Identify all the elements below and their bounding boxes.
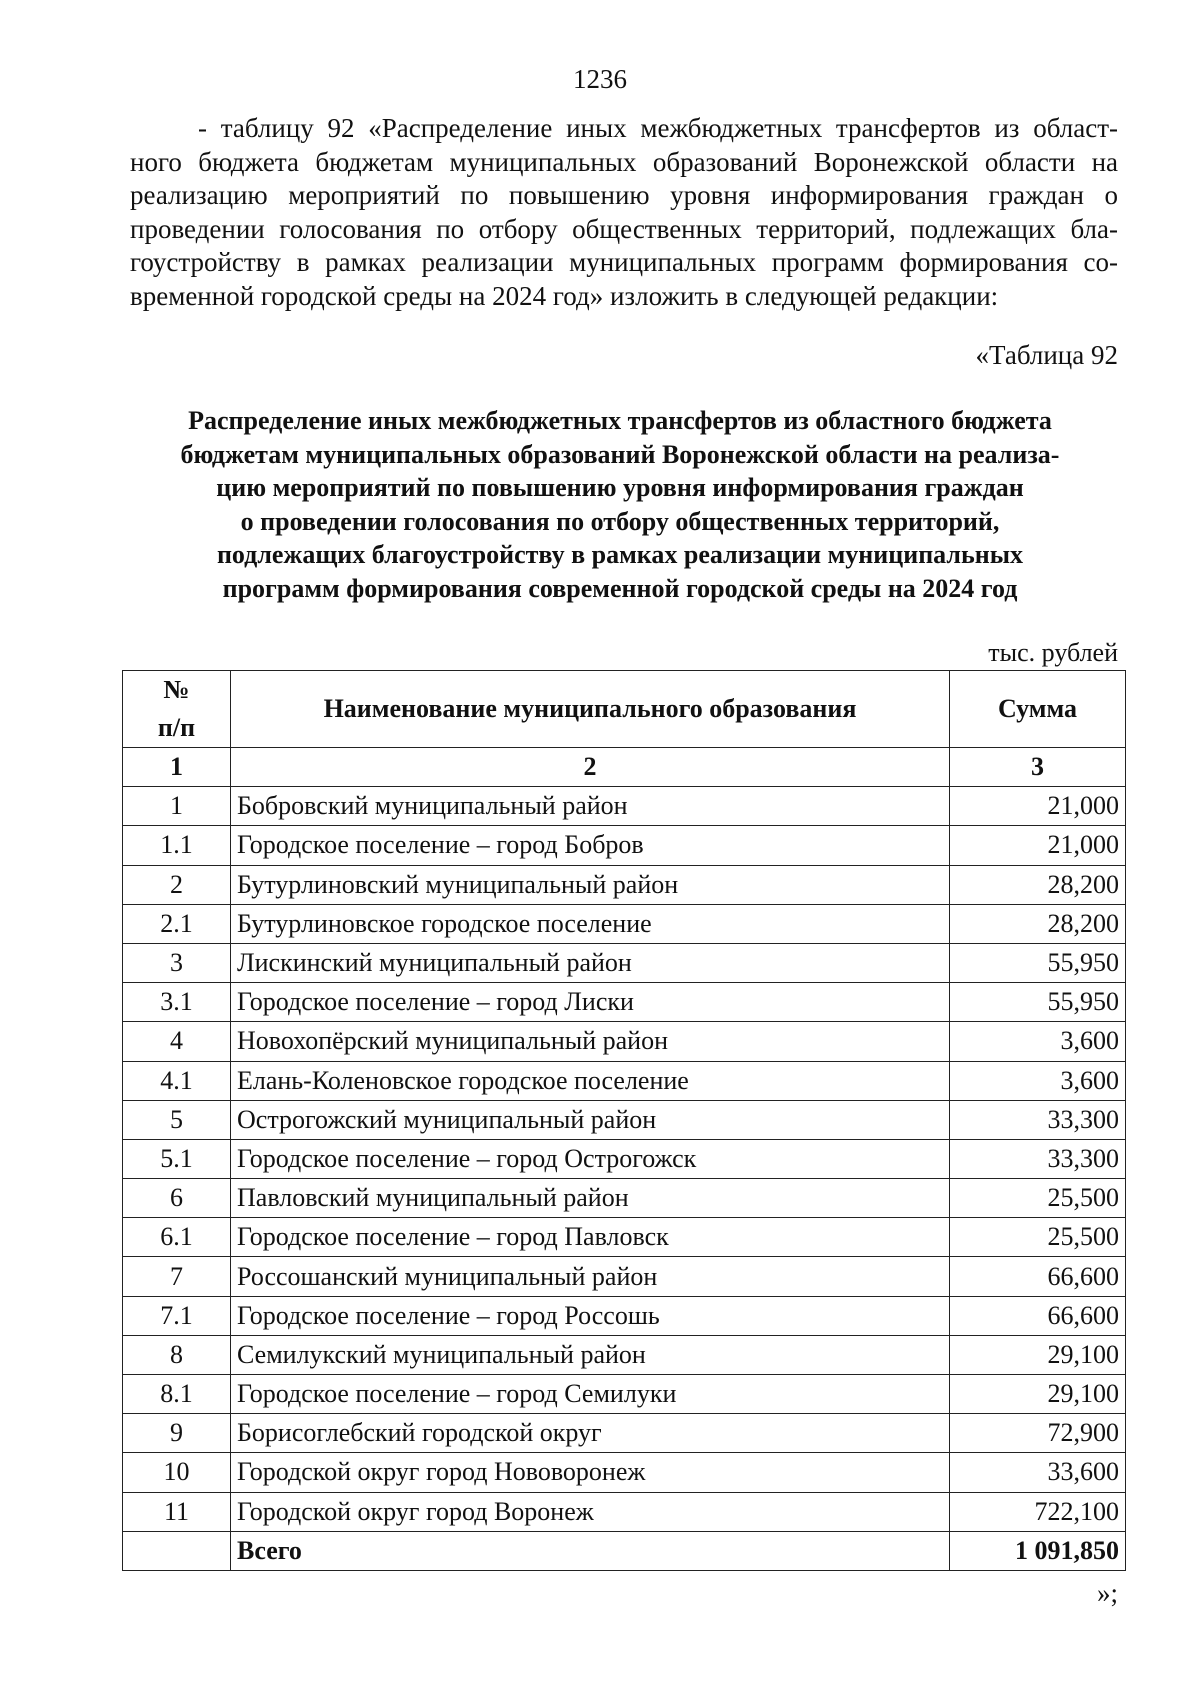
row-name: Бутурлиновский муниципальный район	[231, 865, 950, 904]
row-number: 3.1	[123, 983, 231, 1022]
header-sum: Сумма	[950, 671, 1126, 748]
row-sum: 33,600	[950, 1453, 1126, 1492]
row-number: 4.1	[123, 1061, 231, 1100]
row-name: Новохопёрский муниципальный район	[231, 1022, 950, 1061]
row-name: Городское поселение – город Россошь	[231, 1296, 950, 1335]
row-name: Павловский муниципальный район	[231, 1179, 950, 1218]
intro-line: реализацию мероприятий по повышению уровня информирования граждан о	[130, 180, 1118, 210]
row-name: Городской округ город Нововоронеж	[231, 1453, 950, 1492]
row-number: 3	[123, 943, 231, 982]
row-name: Городской округ город Воронеж	[231, 1492, 950, 1531]
table-body	[123, 748, 1126, 1571]
row-number: 6	[123, 1179, 231, 1218]
row-sum: 3,600	[950, 1022, 1126, 1061]
intro-line: - таблицу 92 «Распределение иных межбюджетных трансфертов из област-	[198, 113, 1118, 143]
row-sum: 72,900	[950, 1414, 1126, 1453]
row-number: 5.1	[123, 1139, 231, 1178]
table-row	[123, 1061, 1126, 1100]
row-name: Городское поселение – город Лиски	[231, 983, 950, 1022]
table-row	[123, 904, 1126, 943]
table-row	[123, 1453, 1126, 1492]
header-name: Наименование муниципального образования	[231, 671, 950, 748]
table-row	[123, 1100, 1126, 1139]
table-row	[123, 1179, 1126, 1218]
row-sum: 29,100	[950, 1335, 1126, 1374]
table-row	[123, 1139, 1126, 1178]
row-number: 10	[123, 1453, 231, 1492]
title-line: подлежащих благоустройству в рамках реализации муниципальных	[216, 540, 1024, 569]
row-sum: 25,500	[950, 1218, 1126, 1257]
title-line: программ формирования современной городской среды на 2024 год	[222, 573, 1018, 603]
table-row	[123, 826, 1126, 865]
row-sum: 1 091,850	[950, 1531, 1126, 1570]
table-header-row	[123, 671, 1126, 748]
row-sum: 66,600	[950, 1296, 1126, 1335]
row-sum: 66,600	[950, 1257, 1126, 1296]
intro-line: ного бюджета бюджетам муниципальных образований Воронежской области на	[130, 146, 1118, 177]
row-name: Елань-Коленовское городское поселение	[231, 1061, 950, 1100]
row-number: 2	[123, 865, 231, 904]
row-number: 1	[123, 787, 231, 826]
row-sum: 3,600	[950, 1061, 1126, 1100]
row-number	[123, 1531, 231, 1570]
row-sum: 722,100	[950, 1492, 1126, 1531]
table-row	[123, 1257, 1126, 1296]
column-index: 2	[231, 748, 950, 787]
row-number: 9	[123, 1414, 231, 1453]
row-name: Городское поселение – город Бобров	[231, 826, 950, 865]
row-sum: 29,100	[950, 1375, 1126, 1414]
row-sum: 25,500	[950, 1179, 1126, 1218]
table-row	[123, 943, 1126, 982]
row-number: 5	[123, 1100, 231, 1139]
intro-paragraph	[130, 112, 1118, 313]
table-title	[120, 404, 1120, 605]
header-num	[123, 671, 231, 748]
row-name: Городское поселение – город Острогожск	[231, 1139, 950, 1178]
row-sum: 21,000	[950, 787, 1126, 826]
row-number: 1.1	[123, 826, 231, 865]
table-row	[123, 1375, 1126, 1414]
title-line: цию мероприятий по повышению уровня информирования граждан	[216, 473, 1024, 502]
row-name: Острогожский муниципальный район	[231, 1100, 950, 1139]
units-label: тыс. рублей	[988, 638, 1118, 667]
row-number: 2.1	[123, 904, 231, 943]
row-name: Городское поселение – город Павловск	[231, 1218, 950, 1257]
row-sum: 28,200	[950, 904, 1126, 943]
column-index: 1	[123, 748, 231, 787]
row-name: Бобровский муниципальный район	[231, 787, 950, 826]
row-name: Борисоглебский городской округ	[231, 1414, 950, 1453]
row-sum: 28,200	[950, 865, 1126, 904]
header-num-line2: п/п	[157, 713, 196, 742]
table-row	[123, 1218, 1126, 1257]
row-name: Россошанский муниципальный район	[231, 1257, 950, 1296]
row-sum: 55,950	[950, 943, 1126, 982]
table-row	[123, 787, 1126, 826]
total-row	[123, 1531, 1126, 1570]
distribution-table	[122, 670, 1126, 1571]
title-line: бюджетам муниципальных образований Воронежской области на реализа-	[180, 439, 1060, 469]
row-sum: 21,000	[950, 826, 1126, 865]
table-row	[123, 1492, 1126, 1531]
row-sum: 33,300	[950, 1139, 1126, 1178]
row-name: Семилукский муниципальный район	[231, 1335, 950, 1374]
intro-line: гоустройству в рамках реализации муниципальных программ формирования со-	[130, 247, 1118, 277]
row-sum: 55,950	[950, 983, 1126, 1022]
intro-line: проведении голосования по отбору общественных территорий, подлежащих бла-	[130, 213, 1118, 244]
intro-line: временной городской среды на 2024 год» изложить в следующей редакции:	[130, 280, 999, 311]
title-line: о проведении голосования по отбору общественных территорий,	[240, 506, 1000, 536]
table-label: «Таблица 92	[975, 340, 1118, 370]
table-row	[123, 1296, 1126, 1335]
title-line: Распределение иных межбюджетных трансфертов из областного бюджета	[188, 406, 1052, 435]
row-number: 11	[123, 1492, 231, 1531]
row-number: 6.1	[123, 1218, 231, 1257]
column-index-row	[123, 748, 1126, 787]
row-number: 7.1	[123, 1296, 231, 1335]
closing-quote: »;	[1096, 1578, 1118, 1608]
page-number: 1236	[573, 64, 627, 94]
header-num-line1: №	[163, 675, 190, 704]
row-number: 7	[123, 1257, 231, 1296]
table-row	[123, 1335, 1126, 1374]
table-row	[123, 865, 1126, 904]
row-name: Всего	[231, 1531, 950, 1570]
row-number: 8.1	[123, 1375, 231, 1414]
row-number: 4	[123, 1022, 231, 1061]
column-index: 3	[950, 748, 1126, 787]
row-name: Лискинский муниципальный район	[231, 943, 950, 982]
row-number: 8	[123, 1335, 231, 1374]
row-name: Бутурлиновское городское поселение	[231, 904, 950, 943]
table-row	[123, 1414, 1126, 1453]
row-name: Городское поселение – город Семилуки	[231, 1375, 950, 1414]
table-row	[123, 1022, 1126, 1061]
table-row	[123, 983, 1126, 1022]
row-sum: 33,300	[950, 1100, 1126, 1139]
